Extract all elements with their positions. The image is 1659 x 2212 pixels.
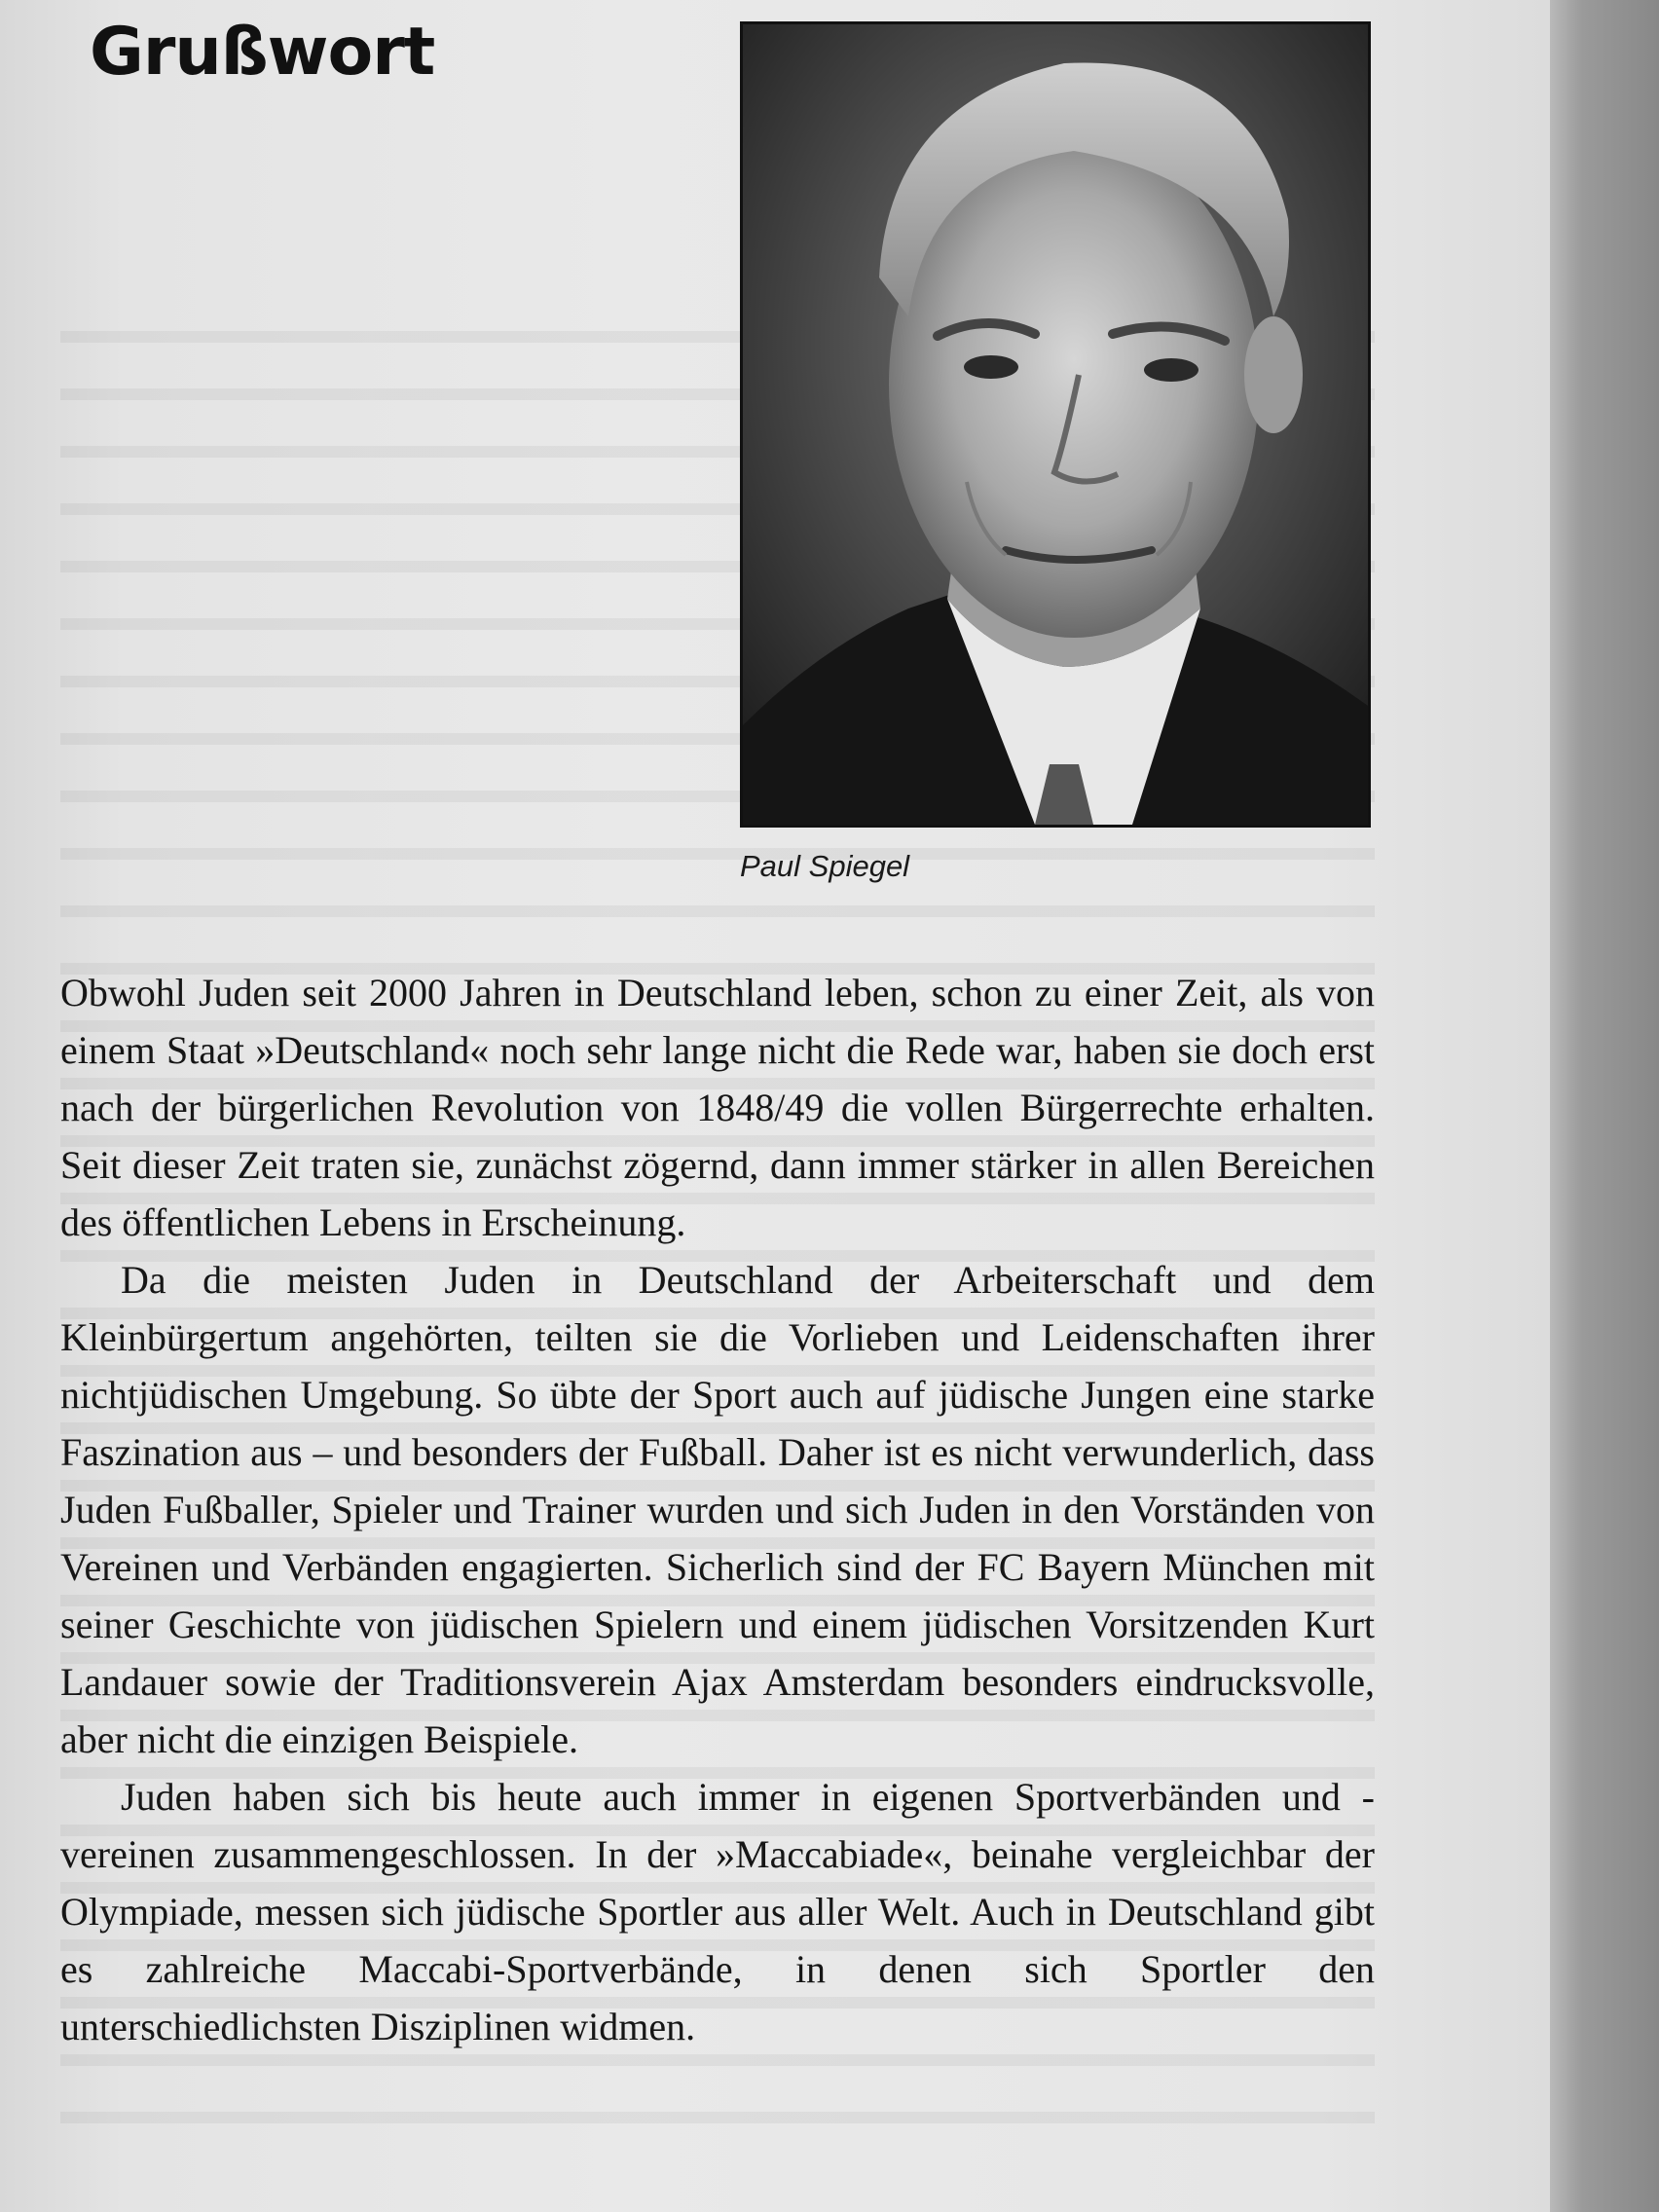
photo-caption: Paul Spiegel [740,849,910,883]
portrait-photo-icon [743,24,1368,825]
portrait-photo [740,21,1371,828]
paragraph-2: Da die meisten Juden in Deutschland der Arbeiterschaft und dem Kleinbürgertum angehörten, teilten sie die Vorlieben und Leidenschaften ihrer nichtjüdischen Umgebung. So übte der Sport auch auf jüdische Jungen eine starke Faszination aus – und besonders der Fußball. Daher ist es nicht verwunderlich, dass Juden Fußballer, Spieler und Trainer wurden und sich Juden in den Vorständen von Vereinen und Verbänden engagierten. Sicherlich sind der FC Bayern München mit seiner Geschichte von jüdischen Spielern und einem jüdischen Vorsitzenden Kurt Landauer sowie der Traditionsverein Ajax Amsterdam besonders eindrucksvolle, aber nicht die einzigen Beispiele. [60,1258,1375,1761]
page-heading: Grußwort [90,14,435,91]
background-surface [1550,0,1659,2212]
paragraph-3: Juden haben sich bis heute auch immer in eigenen Sportverbänden und -vereinen zusammengeschlossen. In der »Maccabiade«, beinahe vergleichbar der Olympiade, messen sich jüdische Sportler aus aller Welt. Auch in Deutschland gibt es zahlreiche Maccabi-Sportverbände, in denen sich Sportler den unterschiedlichsten Disziplinen widmen. [60,1775,1375,2048]
article-body [60,964,1375,2055]
paragraph-1: Obwohl Juden seit 2000 Jahren in Deutschland leben, schon zu einer Zeit, als von einem Staat »Deutschland« noch sehr lange nicht die Rede war, haben sie doch erst nach der bürgerlichen Revolution von 1848/49 die vollen Bürgerrechte erhalten. Seit dieser Zeit traten sie, zunächst zögernd, dann immer stärker in allen Bereichen des öffentlichen Lebens in Erscheinung. [60,971,1375,1244]
